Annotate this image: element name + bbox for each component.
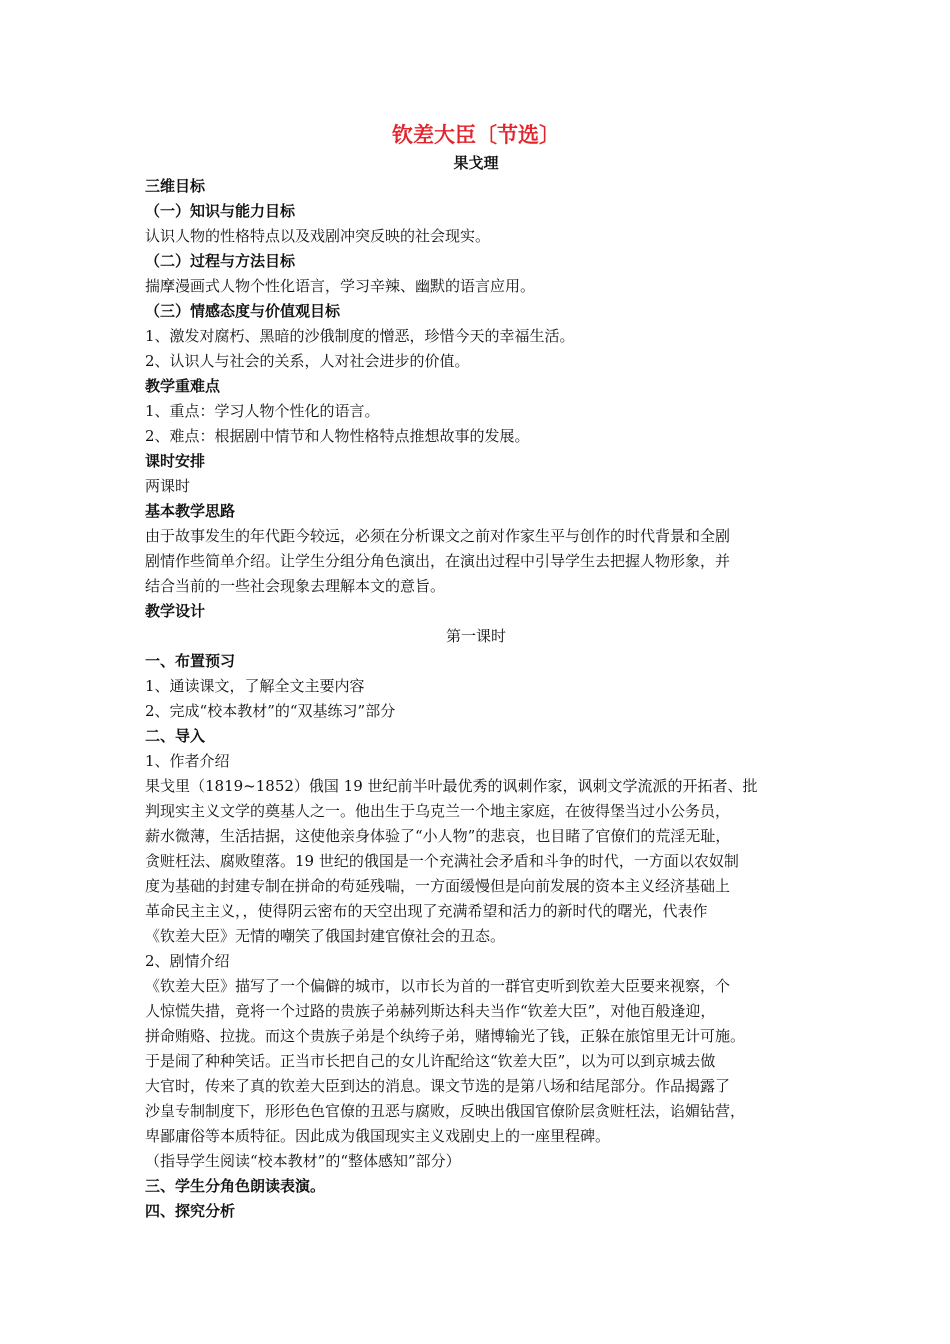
- key-point-2: 2、难点：根据剧中情节和人物性格特点推想故事的发展。: [145, 427, 530, 445]
- goals-heading: 三维目标: [145, 177, 206, 195]
- plot-intro-line: 人惊慌失措，竟将一个过路的贵族子弟赫列斯达科夫当作“钦差大臣”，对他百般逢迎，: [145, 1002, 716, 1020]
- author-intro-line: 度为基础的封建专制在拼命的苟延残喘，一方面缓慢但是向前发展的资本主义经济基础上: [145, 877, 731, 895]
- author-intro-line: 果戈里（1819~1852）俄国 19 世纪前半叶最优秀的讽刺作家，讽刺文学流派的开拓者、批: [145, 777, 758, 795]
- goal3-heading: （三）情感态度与价值观目标: [145, 302, 341, 320]
- lesson-one-heading: 第一课时: [445, 627, 506, 645]
- author-intro-line: 《钦差大臣》无情的嘲笑了俄国封建官僚社会的丑态。: [145, 927, 506, 945]
- plot-intro-line: 拼命贿赂、拉拢。而这个贵族子弟是个纨绔子弟，赌博输光了钱，正躲在旅馆里无计可施。: [145, 1027, 746, 1045]
- goal2-text: 揣摩漫画式人物个性化语言，学习辛辣、幽默的语言应用。: [145, 277, 536, 295]
- step2-heading: 二、导入: [145, 727, 206, 745]
- approach-line: 由于故事发生的年代距今较远，必须在分析课文之前对作家生平与创作的时代背景和全剧: [145, 527, 731, 545]
- plot-intro-line: 卑鄙庸俗等本质特征。因此成为俄国现实主义戏剧史上的一座里程碑。: [145, 1127, 611, 1145]
- goal3-item-1: 1、激发对腐朽、黑暗的沙俄制度的憎恶，珍惜今天的幸福生活。: [145, 327, 575, 345]
- author-intro-line: 革命民主主义，，使得阴云密布的天空出现了充满希望和活力的新时代的曙光，代表作: [145, 902, 708, 920]
- step3-heading: 三、学生分角色朗读表演。: [145, 1177, 326, 1195]
- plot-intro-line: （指导学生阅读“校本教材”的“整体感知”部分）: [145, 1152, 461, 1170]
- step1-item-1: 1、通读课文，了解全文主要内容: [145, 677, 365, 695]
- approach-heading: 基本教学思路: [145, 502, 236, 520]
- plot-intro-line: 《钦差大臣》描写了一个偏僻的城市，以市长为首的一群官吏听到钦差大臣要来视察，个: [145, 977, 731, 995]
- schedule-text: 两课时: [145, 477, 191, 495]
- design-heading: 教学设计: [145, 602, 206, 620]
- document-author: 果戈理: [453, 154, 499, 172]
- step4-heading: 四、探究分析: [145, 1202, 236, 1220]
- author-intro-heading: 1、作者介绍: [145, 752, 230, 770]
- step1-heading: 一、布置预习: [145, 652, 236, 670]
- goal3-item-2: 2、认识人与社会的关系，人对社会进步的价值。: [145, 352, 470, 370]
- key-point-1: 1、重点：学习人物个性化的语言。: [145, 402, 380, 420]
- approach-line: 结合当前的一些社会现象去理解本文的意旨。: [145, 577, 446, 595]
- schedule-heading: 课时安排: [145, 452, 206, 470]
- author-intro-line: 贪赃枉法、腐败堕落。19 世纪的俄国是一个充满社会矛盾和斗争的时代，一方面以农奴制: [145, 852, 739, 870]
- plot-intro-line: 沙皇专制制度下，形形色色官僚的丑恶与腐败，反映出俄国官僚阶层贪赃枉法，谄媚钻营，: [145, 1102, 746, 1120]
- key-points-heading: 教学重难点: [145, 377, 221, 395]
- plot-intro-heading: 2、剧情介绍: [145, 952, 230, 970]
- goal1-text: 认识人物的性格特点以及戏剧冲突反映的社会现实。: [145, 227, 491, 245]
- document-page: [145, 118, 807, 1224]
- plot-intro-line: 于是闹了种种笑话。正当市长把自己的女儿许配给这“钦差大臣”，以为可以到京城去做: [145, 1052, 716, 1070]
- goal1-heading: （一）知识与能力目标: [145, 202, 296, 220]
- document-title: 钦差大臣〔节选〕: [392, 123, 560, 147]
- goal2-heading: （二）过程与方法目标: [145, 252, 296, 270]
- step1-item-2: 2、完成“校本教材”的“双基练习”部分: [145, 702, 396, 720]
- plot-intro-line: 大官时，传来了真的钦差大臣到达的消息。课文节选的是第八场和结尾部分。作品揭露了: [145, 1077, 731, 1095]
- author-intro-line: 判现实主义文学的奠基人之一。他出生于乌克兰一个地主家庭，在彼得堡当过小公务员，: [145, 802, 731, 820]
- author-intro-line: 薪水微薄，生活拮据，这使他亲身体验了“小人物”的悲哀，也目睹了官僚们的荒淫无耻，: [145, 827, 731, 845]
- approach-line: 剧情作些简单介绍。让学生分组分角色演出，在演出过程中引导学生去把握人物形象，并: [145, 552, 731, 570]
